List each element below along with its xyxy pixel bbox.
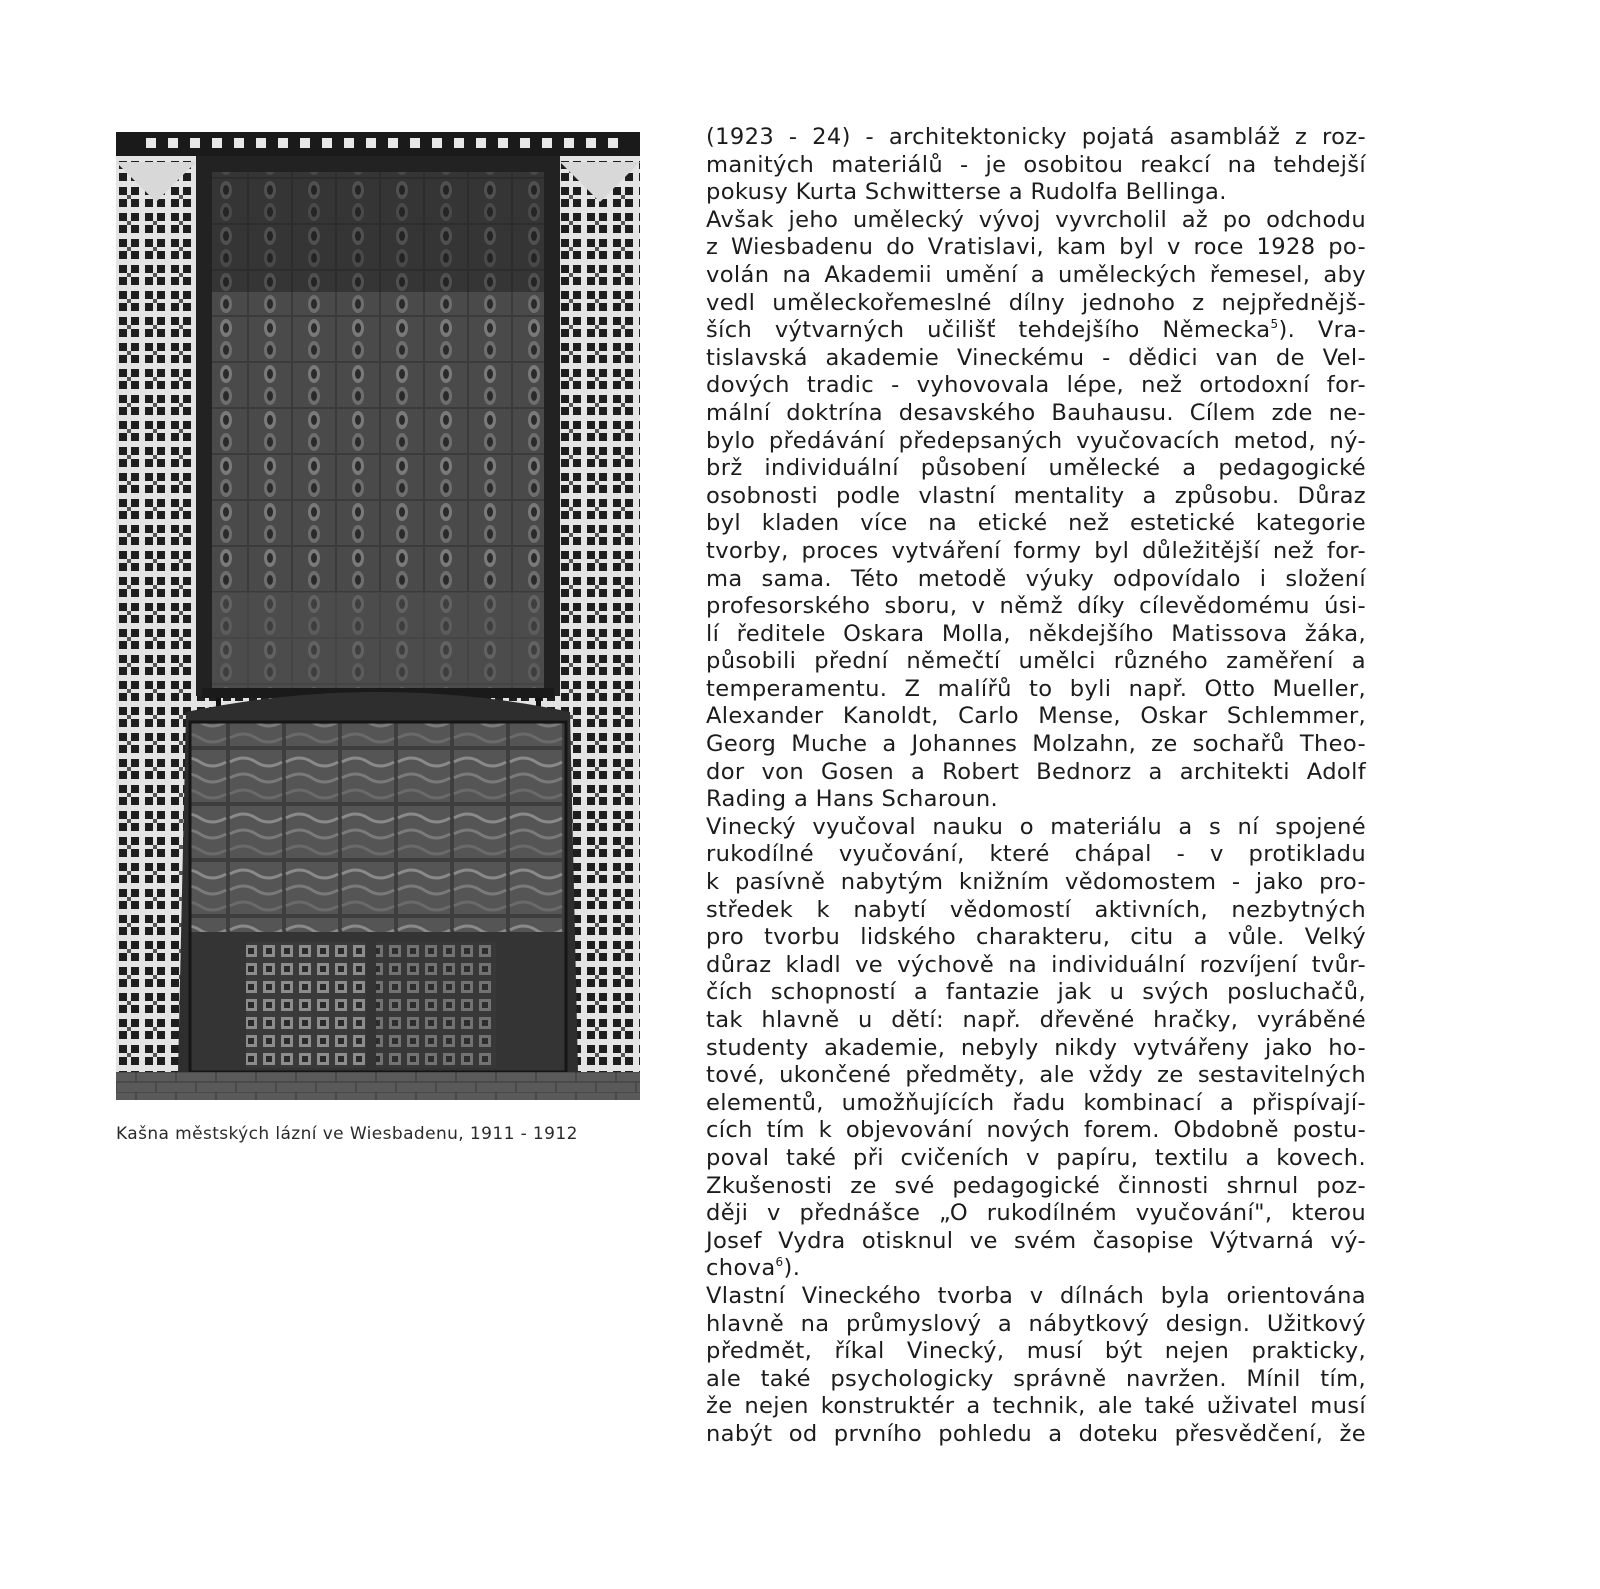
body-text-segment: manitých materiálů - je osobitou reakcí na tehdejší [706, 151, 1366, 178]
body-text-line [706, 179, 1366, 207]
body-text-line [706, 372, 1366, 400]
body-text-line [706, 1393, 1366, 1421]
body-text-line [706, 1200, 1366, 1228]
body-text-segment: ale také psychologicky správně navržen. Mínil tím, [706, 1365, 1366, 1392]
body-text-segment: Zkušenosti ze své pedagogické činnosti shrnul poz- [706, 1172, 1366, 1199]
body-text-segment: k pasívně nabytým knižním vědomostem - jako pro- [706, 869, 1366, 896]
body-text-segment: temperamentu. Z malířů to byli např. Otto Mueller, [706, 675, 1366, 702]
figure-caption: Kašna městských lázní ve Wiesbadenu, 1911 - 1912 [116, 1124, 578, 1144]
body-text-segment: hlavně na průmyslový a nábytkový design. Užitkový [706, 1310, 1366, 1337]
body-text-line [706, 124, 1366, 152]
body-text-line [706, 1228, 1366, 1256]
body-text-segment: vedl uměleckořemeslné dílny jednoho z nejpřednějš- [706, 289, 1366, 316]
body-text-line [706, 924, 1366, 952]
body-text-segment: poval také při cvičeních v papíru, textilu a kovech. [706, 1144, 1366, 1171]
body-text-segment: elementů, umožňujících řadu kombinací a přispívají- [706, 1089, 1366, 1116]
body-text-segment: pokusy Kurta Schwitterse a Rudolfa Bellinga. [706, 179, 1227, 206]
body-text-segment: ších výtvarných učilišť tehdejšího Německa [706, 317, 1271, 344]
body-text-segment: cích tím k objevování nových forem. Obdobně postu- [706, 1117, 1366, 1144]
body-text-line [706, 841, 1366, 869]
body-text-segment: středek k nabytí vědomostí aktivních, nezbytných [706, 896, 1366, 923]
body-text-line [706, 152, 1366, 180]
body-text-line [706, 1062, 1366, 1090]
body-text-segment: nabýt od prvního pohledu a doteku přesvědčení, že [706, 1420, 1366, 1447]
body-text-line [706, 400, 1366, 428]
body-text-segment: ). [783, 1255, 801, 1282]
body-text-line [706, 455, 1366, 483]
body-text-segment: lí ředitele Oskara Molla, někdejšího Matissova žáka, [706, 620, 1366, 647]
footnote-marker: 6 [775, 1255, 784, 1270]
body-text-segment: Alexander Kanoldt, Carlo Mense, Oskar Schlemmer, [706, 703, 1366, 730]
body-text-line [706, 979, 1366, 1007]
body-text-segment: tové, ukončené předměty, ale vždy ze sestavitelných [706, 1062, 1366, 1089]
body-text-line [706, 1366, 1366, 1394]
body-text-line [706, 759, 1366, 787]
body-text-line [706, 897, 1366, 925]
body-text-line [706, 621, 1366, 649]
body-text-line [706, 952, 1366, 980]
footnote-marker: 5 [1270, 317, 1279, 332]
body-text-line [706, 703, 1366, 731]
body-text-segment: působili přední němečtí umělci různého zaměření a [706, 648, 1366, 675]
body-text-line [706, 1255, 1366, 1283]
body-text-line [706, 317, 1366, 345]
body-text-segment: tvorby, proces vytváření formy byl důležitější než for- [706, 537, 1366, 564]
body-text-segment: byl kladen více na etické než estetické kategorie [706, 510, 1366, 537]
body-text-line [706, 1173, 1366, 1201]
body-text-line [706, 731, 1366, 759]
body-text-segment: že nejen konstruktér a technik, ale také uživatel musí [706, 1393, 1366, 1420]
body-text-segment: z Wiesbadenu do Vratislavi, kam byl v roce 1928 po- [706, 234, 1366, 261]
body-text-segment: Avšak jeho umělecký vývoj vyvrcholil až po odchodu [706, 206, 1366, 233]
body-text-line [706, 676, 1366, 704]
body-text-segment: Vlastní Vineckého tvorba v dílnách byla orientována [706, 1282, 1366, 1309]
body-text-line [706, 290, 1366, 318]
body-text-line [706, 1311, 1366, 1339]
body-text-line [706, 207, 1366, 235]
body-text-segment: rukodílné vyučování, které chápal - v protikladu [706, 841, 1366, 868]
body-text-segment: dových tradic - vyhovovala lépe, než ortodoxní for- [706, 372, 1366, 399]
body-text-line [706, 1117, 1366, 1145]
body-text-segment: volán na Akademii umění a uměleckých řemesel, aby [706, 261, 1366, 288]
body-text-segment: Vinecký vyučoval nauku o materiálu a s ní spojené [706, 813, 1366, 840]
body-text-line [706, 1090, 1366, 1118]
body-text-segment: mální doktrína desavského Bauhausu. Cílem zde ne- [706, 399, 1366, 426]
body-text-line [706, 1338, 1366, 1366]
body-text-segment: tislavská akademie Vineckému - dědici van de Vel- [706, 344, 1366, 371]
body-text-line [706, 1145, 1366, 1173]
body-text-line [706, 566, 1366, 594]
body-text-segment: Georg Muche a Johannes Molzahn, ze sochařů Theo- [706, 731, 1366, 758]
body-text-segment: Josef Vydra otisknul ve svém časopise Výtvarná vý- [706, 1227, 1366, 1254]
body-text-segment: brž individuální působení umělecké a pedagogické [706, 455, 1366, 482]
body-text-line [706, 538, 1366, 566]
body-text-line [706, 593, 1366, 621]
body-text-line [706, 648, 1366, 676]
body-text-segment: chova [706, 1255, 776, 1282]
body-text-line [706, 234, 1366, 262]
body-text-segment: profesorského sboru, v němž díky cílevědomému úsi- [706, 593, 1366, 620]
body-text-segment: ). Vra- [1278, 317, 1366, 344]
body-text-line [706, 869, 1366, 897]
body-text-segment: ma sama. Této metodě výuky odpovídalo i složení [706, 565, 1366, 592]
body-text-column [706, 124, 1366, 1449]
body-text-line [706, 1421, 1366, 1449]
body-text-line [706, 428, 1366, 456]
body-text-line [706, 262, 1366, 290]
body-text-line [706, 1035, 1366, 1063]
body-text-line [706, 814, 1366, 842]
body-text-segment: pro tvorbu lidského charakteru, citu a vůle. Velký [706, 924, 1366, 951]
body-text-segment: tak hlavně u dětí: např. dřevěné hračky, vyráběné [706, 1007, 1366, 1033]
body-text-segment: předmět, říkal Vinecký, musí být nejen prakticky, [706, 1338, 1366, 1365]
body-text-segment: bylo předávání předepsaných vyučovacích metod, ný- [706, 427, 1366, 454]
body-text-segment: Rading a Hans Scharoun. [706, 786, 999, 813]
body-text-line [706, 1007, 1366, 1035]
body-text-segment: čích schopností a fantazie jak u svých posluchačů, [706, 979, 1366, 1006]
body-text-segment: důraz kladl ve výchově na individuální rozvíjení tvůr- [706, 951, 1366, 978]
body-text-segment: ději v přednášce „O rukodílném vyučování", kterou [706, 1200, 1366, 1227]
body-text-segment: osobnosti podle vlastní mentality a způsobu. Důraz [706, 482, 1366, 509]
body-text-segment: studenty akademie, nebyly nikdy vytvářeny jako ho- [706, 1034, 1366, 1061]
body-text-segment: dor von Gosen a Robert Bednorz a architekti Adolf [706, 758, 1366, 785]
body-text-line [706, 510, 1366, 538]
body-text-line [706, 345, 1366, 373]
body-text-line [706, 1283, 1366, 1311]
body-text-line [706, 483, 1366, 511]
body-text-line [706, 786, 1366, 814]
fountain-photograph [116, 132, 640, 1100]
body-text-segment: (1923 - 24) - architektonicky pojatá asambláž z roz- [706, 124, 1366, 150]
